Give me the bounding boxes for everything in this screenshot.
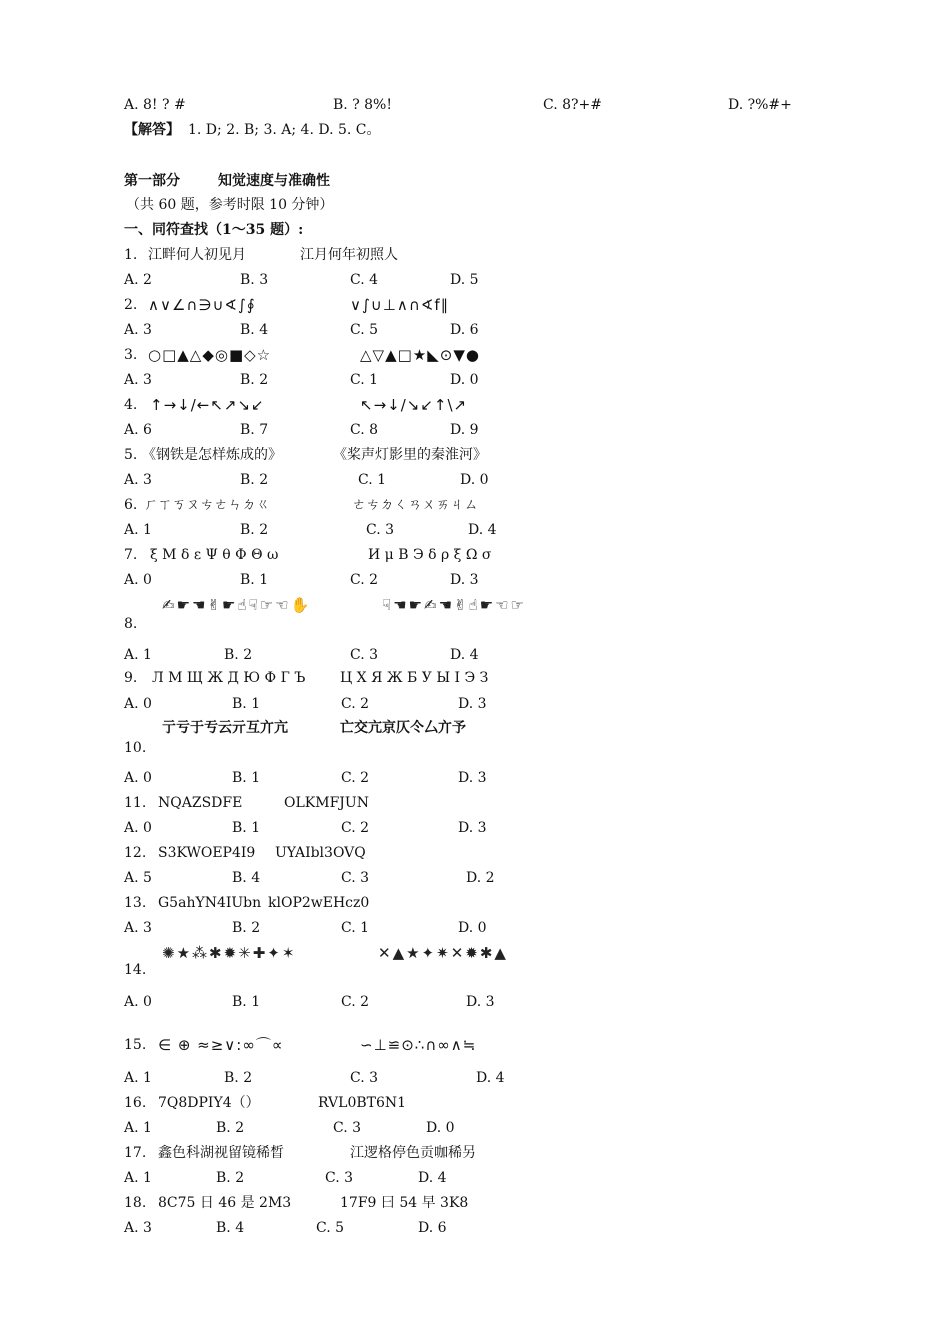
option-b: B. 4 — [240, 322, 269, 338]
option-a: A. 1 — [124, 1170, 152, 1186]
option-d: D. ?%#+ — [728, 97, 792, 113]
answer-text: 1. D; 2. B; 3. A; 4. D. 5. C。 — [188, 122, 381, 138]
option-b: B. 2 — [240, 472, 269, 488]
left-sequence: ✍☛☚✌☛☝☟☞☜✋ — [162, 596, 312, 614]
option-c: C. 2 — [341, 696, 370, 712]
option-d: D. 0 — [426, 1120, 455, 1136]
option-d: D. 4 — [468, 522, 497, 538]
section-heading: 一、同符查找（1～35 题）: — [124, 222, 304, 238]
question-4 — [0, 393, 950, 417]
part-title: 知觉速度与准确性 — [218, 173, 330, 189]
options-1 — [0, 268, 950, 292]
option-c: C. 3 — [325, 1170, 354, 1186]
option-a: A. 3 — [124, 920, 152, 936]
option-d: D. 6 — [418, 1220, 447, 1236]
option-c: C. 2 — [350, 572, 379, 588]
option-a: A. 0 — [124, 696, 152, 712]
option-d: D. 6 — [450, 322, 479, 338]
option-c: C. 2 — [341, 770, 370, 786]
question-number: 9. — [124, 670, 138, 686]
options-8 — [0, 643, 950, 667]
option-b: B. 2 — [224, 1070, 253, 1086]
part-label: 第一部分 — [124, 173, 180, 189]
left-sequence: ξ Μ δ ε Ψ θ Φ Θ ω — [150, 547, 279, 563]
question-number: 17. — [124, 1145, 147, 1161]
option-c: C. 3 — [350, 647, 379, 663]
section-heading-row — [0, 218, 950, 242]
question-number: 11. — [124, 795, 147, 811]
options-15 — [0, 1066, 950, 1090]
option-c: C. 3 — [350, 1070, 379, 1086]
option-b: B. 4 — [232, 870, 261, 886]
option-d: D. 9 — [450, 422, 479, 438]
right-sequence: 《桨声灯影里的秦淮河》 — [333, 447, 487, 463]
right-sequence: 17F9 曰 54 早 3K8 — [340, 1195, 469, 1211]
option-d: D. 4 — [450, 647, 479, 663]
option-a: A. 6 — [124, 422, 152, 438]
option-a: A. 8! ? # — [124, 97, 186, 113]
option-a: A. 0 — [124, 994, 152, 1010]
option-d: D. 0 — [450, 372, 479, 388]
question-6 — [0, 493, 950, 517]
options-9 — [0, 692, 950, 716]
section-title-row — [0, 169, 950, 193]
option-b: B. 2 — [216, 1170, 245, 1186]
options-13 — [0, 916, 950, 940]
option-b: B. 2 — [240, 522, 269, 538]
options-17 — [0, 1166, 950, 1190]
question-number: 3. — [124, 347, 138, 363]
left-sequence: S3KWOEP4I9 — [158, 845, 256, 861]
option-c: C. 3 — [341, 870, 370, 886]
option-b: B. ? 8%! — [333, 97, 392, 113]
right-sequence: 亡交亢京仄仒厶亣予 — [340, 720, 466, 736]
left-sequence: 江畔何人初见月 — [148, 247, 246, 263]
question-number: 6. — [124, 497, 138, 513]
question-3 — [0, 343, 950, 367]
question-number: 2. — [124, 297, 138, 313]
question-11 — [0, 791, 950, 815]
question-number: 10. — [124, 740, 147, 756]
option-b: B. 1 — [232, 820, 261, 836]
option-d: D. 4 — [476, 1070, 505, 1086]
options-14 — [0, 990, 950, 1014]
options-6 — [0, 518, 950, 542]
option-a: A. 3 — [124, 322, 152, 338]
option-c: C. 4 — [350, 272, 379, 288]
question-number: 8. — [124, 616, 138, 632]
prev-options-row — [0, 93, 950, 117]
question-15 — [0, 1033, 950, 1057]
option-c: C. 2 — [341, 994, 370, 1010]
left-sequence: ∧∨∠∩∋∪∢∫∮ — [148, 296, 256, 314]
option-a: A. 3 — [124, 472, 152, 488]
option-a: A. 3 — [124, 1220, 152, 1236]
question-5 — [0, 443, 950, 467]
right-sequence: OLKMFJUN — [284, 795, 369, 811]
left-sequence: 8C75 日 46 是 2M3 — [158, 1195, 292, 1211]
option-d: D. 3 — [458, 820, 487, 836]
option-d: D. 4 — [418, 1170, 447, 1186]
right-sequence: △▽▲□★◣⊙▼● — [360, 346, 480, 364]
option-a: A. 2 — [124, 272, 152, 288]
option-b: B. 3 — [240, 272, 269, 288]
question-2 — [0, 293, 950, 317]
left-sequence: Л М Щ Ж Д Ю Ф Г Ъ — [152, 670, 306, 686]
option-b: B. 1 — [240, 572, 269, 588]
left-sequence: 7Q8DPIY4（） — [158, 1095, 260, 1111]
option-c: C. 5 — [350, 322, 379, 338]
option-c: C. 8 — [350, 422, 379, 438]
options-7 — [0, 568, 950, 592]
option-c: C. 3 — [366, 522, 395, 538]
left-sequence: ✺★⁂✱✹✳✚✦✶ — [162, 944, 297, 962]
options-3 — [0, 368, 950, 392]
section-note-row — [0, 193, 950, 217]
options-4 — [0, 418, 950, 442]
question-14 — [0, 958, 950, 982]
question-number: 12. — [124, 845, 147, 861]
options-18 — [0, 1216, 950, 1240]
option-d: D. 3 — [458, 770, 487, 786]
options-11 — [0, 816, 950, 840]
option-d: D. 3 — [466, 994, 495, 1010]
left-sequence: G5ahYN4IUbn — [158, 895, 262, 911]
option-b: B. 2 — [224, 647, 253, 663]
left-sequence: NQAZSDFE — [158, 795, 243, 811]
option-d: D. 3 — [458, 696, 487, 712]
option-a: A. 0 — [124, 820, 152, 836]
option-c: C. 1 — [350, 372, 379, 388]
question-number: 16. — [124, 1095, 147, 1111]
options-2 — [0, 318, 950, 342]
option-c: C. 1 — [341, 920, 370, 936]
options-5 — [0, 468, 950, 492]
option-a: A. 1 — [124, 1120, 152, 1136]
question-number: 15. — [124, 1037, 147, 1053]
right-sequence: ∨∫∪⊥∧∩∢f∥ — [350, 296, 450, 314]
question-10 — [0, 736, 950, 760]
question-number: 1. — [124, 247, 138, 263]
left-sequence: 《钢铁是怎样炼成的》 — [142, 447, 282, 463]
answer-label: 【解答】 — [124, 122, 180, 138]
right-sequence: klOP2wEHcz0 — [268, 895, 370, 911]
question-8 — [0, 612, 950, 636]
options-10 — [0, 766, 950, 790]
question-17 — [0, 1141, 950, 1165]
option-a: A. 5 — [124, 870, 152, 886]
section-note: （共 60 题，参考时限 10 分钟） — [126, 197, 334, 213]
left-sequence: 鑫色科湖视留镜稀晳 — [158, 1145, 284, 1161]
left-sequence: ↑→↓/←↖↗↘↙ — [150, 396, 265, 414]
option-a: A. 1 — [124, 647, 152, 663]
option-d: D. 0 — [460, 472, 489, 488]
option-a: A. 1 — [124, 1070, 152, 1086]
right-sequence: И μ В Э δ ρ ξ Ω σ — [368, 547, 492, 563]
option-c: C. 2 — [341, 820, 370, 836]
option-b: B. 1 — [232, 770, 261, 786]
right-sequence: ∽⊥≌⊙∴∩∞∧≒ — [360, 1036, 477, 1054]
right-sequence: ㄜㄘㄉㄑㄢㄨㄞㄐㄙ — [352, 497, 478, 513]
right-sequence: 江逻格停色贡咖稀另 — [350, 1145, 476, 1161]
right-sequence: ✕▲★✦✷✕✹✱▲ — [378, 944, 508, 962]
question-16 — [0, 1091, 950, 1115]
left-sequence: ○□▲△◆◎■◇☆ — [148, 346, 272, 364]
right-sequence: ↖→↓/↘↙↑\↗ — [360, 396, 468, 414]
option-d: D. 2 — [466, 870, 495, 886]
right-sequence: RVL0BT6N1 — [318, 1095, 407, 1111]
options-12 — [0, 866, 950, 890]
option-d: D. 0 — [458, 920, 487, 936]
question-13 — [0, 891, 950, 915]
question-number: 4. — [124, 397, 138, 413]
question-number: 14. — [124, 962, 147, 978]
option-a: A. 0 — [124, 770, 152, 786]
left-sequence: 亍亏于亐云亓互亣亢 — [162, 720, 288, 736]
option-c: C. 3 — [333, 1120, 362, 1136]
answer-row — [0, 118, 950, 142]
option-b: B. 7 — [240, 422, 269, 438]
question-number: 5. — [124, 447, 138, 463]
option-d: D. 3 — [450, 572, 479, 588]
question-18 — [0, 1191, 950, 1215]
option-a: A. 0 — [124, 572, 152, 588]
right-sequence: 江月何年初照人 — [300, 247, 398, 263]
left-sequence: ㄏㄒㄎㄡㄘㄜㄣㄉㄍ — [144, 497, 270, 513]
question-9 — [0, 666, 950, 690]
option-b: B. 1 — [232, 696, 261, 712]
option-b: B. 1 — [232, 994, 261, 1010]
question-1 — [0, 243, 950, 267]
right-sequence: UYAIbl3OVQ — [275, 845, 366, 861]
option-a: A. 3 — [124, 372, 152, 388]
option-c: C. 5 — [316, 1220, 345, 1236]
option-a: A. 1 — [124, 522, 152, 538]
option-b: B. 2 — [216, 1120, 245, 1136]
left-sequence: ∈ ⊕ ≈≥∨:∞⌒∝ — [158, 1036, 284, 1054]
question-12 — [0, 841, 950, 865]
question-number: 18. — [124, 1195, 147, 1211]
options-16 — [0, 1116, 950, 1140]
option-c: C. 8?+# — [543, 97, 602, 113]
option-b: B. 2 — [232, 920, 261, 936]
question-number: 7. — [124, 547, 138, 563]
question-7 — [0, 543, 950, 567]
option-d: D. 5 — [450, 272, 479, 288]
option-b: B. 2 — [240, 372, 269, 388]
option-b: B. 4 — [216, 1220, 245, 1236]
right-sequence: ☟☚☛✍☚✌☝☛☜☞ — [382, 596, 527, 614]
question-number: 13. — [124, 895, 147, 911]
option-c: C. 1 — [358, 472, 387, 488]
right-sequence: Ц Х Я Ж Б У Ы І Э З — [340, 670, 489, 686]
